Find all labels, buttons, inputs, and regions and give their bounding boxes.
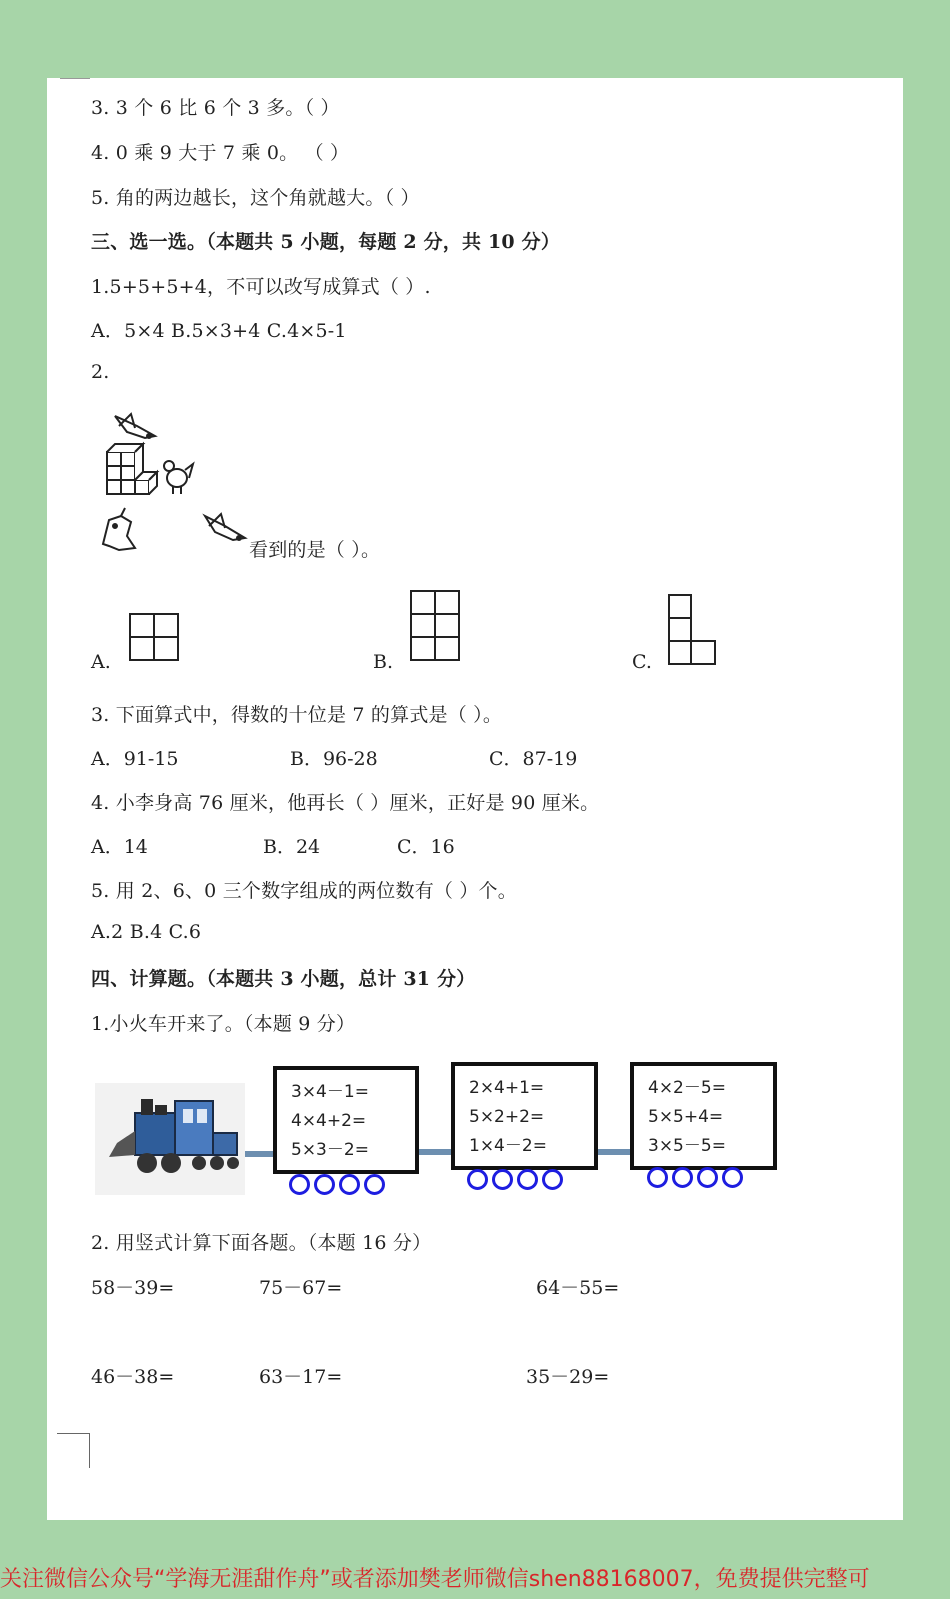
s3-q4-a: A．14 bbox=[91, 836, 148, 858]
calc-row2-2: 63－17= bbox=[259, 1366, 343, 1388]
cubes-animals-illustration bbox=[97, 408, 267, 558]
s3-q3-c: C．87-19 bbox=[489, 748, 578, 770]
calc-row1-1: 58－39= bbox=[91, 1277, 175, 1299]
train-car-3 bbox=[630, 1062, 777, 1170]
bird-top-icon bbox=[115, 414, 155, 438]
calc-row2-3: 35－29= bbox=[526, 1366, 610, 1388]
s3-q1-options: A．5×4 B.5×3+4 C.4×5-1 bbox=[91, 320, 347, 342]
car1-line-1: 3×4－1= bbox=[291, 1082, 369, 1102]
s4-q1: 1.小火车开来了。（本题 9 分） bbox=[91, 1013, 356, 1035]
s3-q4: 4. 小李身高 76 厘米，他再长（ ）厘米，正好是 90 厘米。 bbox=[91, 792, 600, 814]
view-c-grid bbox=[668, 594, 720, 668]
car1-line-2: 4×4+2= bbox=[291, 1111, 367, 1131]
worksheet-page bbox=[47, 78, 903, 1520]
dog-icon bbox=[103, 508, 135, 550]
judge-q3: 3. 3 个 6 比 6 个 3 多。（ ） bbox=[91, 97, 340, 119]
s3-q2-number: 2. bbox=[91, 361, 110, 383]
car3-line-2: 5×5+4= bbox=[648, 1107, 724, 1127]
bird-bottom-icon bbox=[205, 514, 245, 540]
s3-q3-a: A．91-15 bbox=[91, 748, 179, 770]
car2-wheels bbox=[467, 1169, 563, 1190]
s3-q3: 3. 下面算式中，得数的十位是 7 的算式是（ ）。 bbox=[91, 704, 503, 726]
train-car-1 bbox=[273, 1066, 419, 1174]
s3-q5: 5. 用 2、6、0 三个数字组成的两位数有（ ）个。 bbox=[91, 880, 517, 902]
s3-q3-b: B．96-28 bbox=[290, 748, 378, 770]
cube-stack-icon bbox=[107, 444, 157, 494]
car3-line-1: 4×2－5= bbox=[648, 1078, 726, 1098]
rail-link-3 bbox=[598, 1149, 630, 1155]
calc-row1-3: 64－55= bbox=[536, 1277, 620, 1299]
promo-footer: 关注微信公众号“学海无涯甜作舟”或者添加樊老师微信shen88168007，免费提供完整可 bbox=[0, 1567, 870, 1592]
section4-title: 四、计算题。（本题共 3 小题，总计 31 分） bbox=[91, 968, 476, 990]
crop-mark-bottom-v bbox=[89, 1433, 90, 1468]
rail-link-1 bbox=[245, 1151, 273, 1157]
crop-mark-bottom-h bbox=[57, 1433, 89, 1434]
car3-line-3: 3×5－5= bbox=[648, 1136, 726, 1156]
judge-q4: 4. 0 乘 9 大于 7 乘 0。 （ ） bbox=[91, 142, 350, 164]
calc-row2-1: 46－38= bbox=[91, 1366, 175, 1388]
view-b-grid bbox=[410, 590, 462, 664]
s3-q4-c: C．16 bbox=[397, 836, 455, 858]
s3-q2-text: 看到的是（ ）。 bbox=[249, 539, 381, 561]
s3-q2-option-c: C. bbox=[632, 651, 652, 673]
s3-q2-option-a: A. bbox=[91, 651, 111, 673]
car2-line-1: 2×4+1= bbox=[469, 1078, 545, 1098]
s3-q5-options: A.2 B.4 C.6 bbox=[91, 921, 202, 943]
s4-q2: 2. 用竖式计算下面各题。（本题 16 分） bbox=[91, 1232, 432, 1254]
car2-line-3: 1×4－2= bbox=[469, 1136, 547, 1156]
s3-q1: 1.5+5+5+4，不可以改写成算式（ ）. bbox=[91, 276, 431, 298]
crop-mark-top bbox=[60, 78, 90, 83]
rail-link-2 bbox=[419, 1149, 451, 1155]
car2-line-2: 5×2+2= bbox=[469, 1107, 545, 1127]
locomotive-icon bbox=[95, 1083, 245, 1195]
s3-q2-option-b: B. bbox=[373, 651, 394, 673]
judge-q5: 5. 角的两边越长，这个角就越大。（ ） bbox=[91, 187, 420, 209]
car3-wheels bbox=[647, 1167, 743, 1188]
car1-line-3: 5×3－2= bbox=[291, 1140, 369, 1160]
view-a-grid bbox=[129, 613, 181, 663]
section3-title: 三、选一选。（本题共 5 小题，每题 2 分，共 10 分） bbox=[91, 231, 561, 253]
train-car-2 bbox=[451, 1062, 598, 1170]
calc-row1-2: 75－67= bbox=[259, 1277, 343, 1299]
s3-q4-b: B．24 bbox=[263, 836, 321, 858]
car1-wheels bbox=[289, 1174, 385, 1195]
chicken-icon bbox=[164, 461, 193, 494]
